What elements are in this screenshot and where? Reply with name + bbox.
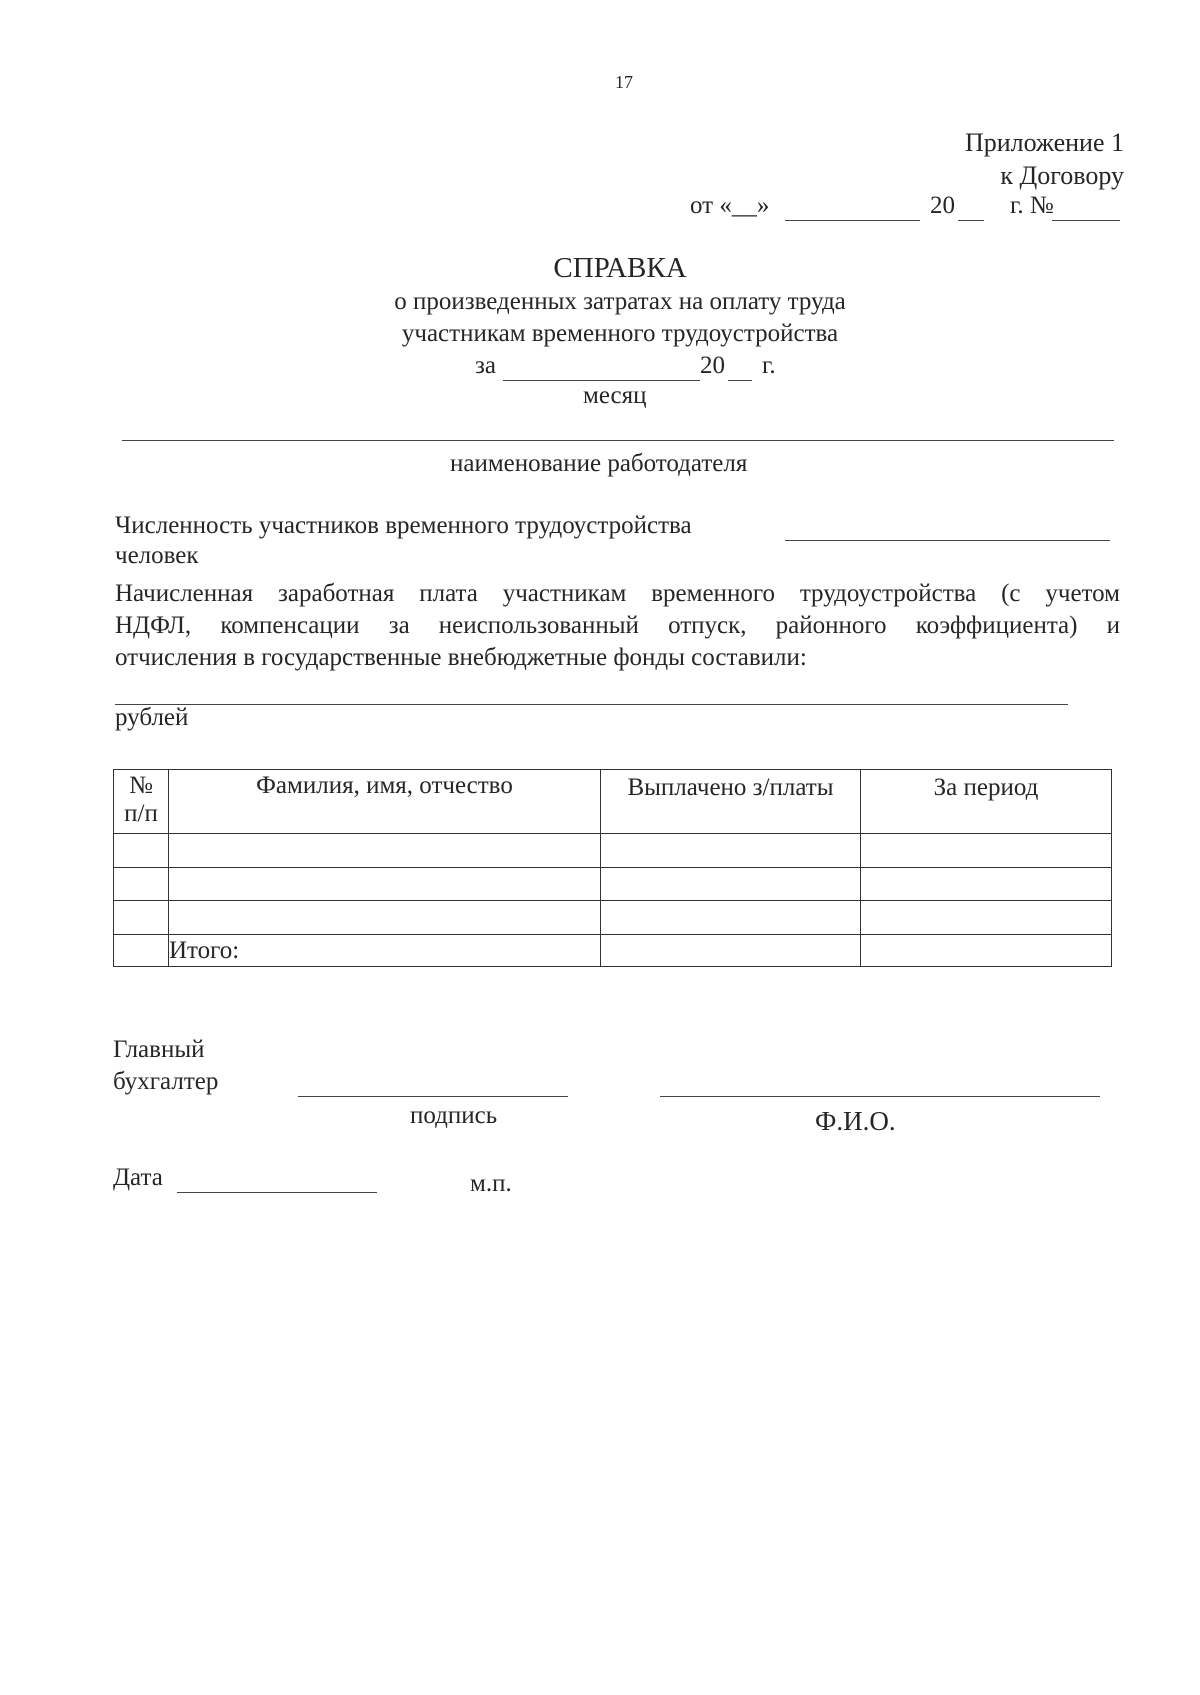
- table-cell: [169, 834, 601, 868]
- title-line-2: участникам временного трудоустройства: [401, 320, 839, 347]
- contract-label: к Договору: [1000, 161, 1124, 190]
- total-label: Итого:: [169, 936, 240, 964]
- table-row: [114, 868, 1112, 901]
- title-line-1: о произведенных затратах на оплату труда: [394, 288, 846, 315]
- contract-number-prefix: г. №: [1010, 192, 1054, 219]
- header-period-cell: [861, 770, 1112, 834]
- table-cell: [114, 901, 169, 935]
- table-cell: [861, 901, 1112, 935]
- table-cell: [114, 868, 169, 901]
- fio-caption: Ф.И.О.: [815, 1106, 896, 1136]
- header-paid-cell: [601, 770, 861, 834]
- header-name-label: Фамилия, имя, отчество: [256, 772, 513, 799]
- salary-text-line-1: Начисленная заработная плата участникам временного трудоустройства (с учетом: [115, 580, 1120, 607]
- table-header-row: [114, 770, 1112, 834]
- employer-name-line: [122, 440, 1114, 441]
- signature-caption: подпись: [410, 1102, 498, 1129]
- contract-year-blank: [958, 220, 984, 221]
- date-blank: [177, 1192, 377, 1193]
- participants-count-blank: [785, 540, 1110, 541]
- page-number: 17: [615, 72, 633, 92]
- stamp-place-label: м.п.: [470, 1170, 512, 1197]
- signer-role-line-1: Главный: [113, 1036, 205, 1063]
- table-cell: [861, 868, 1112, 901]
- total-label-cell: [169, 935, 601, 967]
- salary-text-line-3: отчисления в государственные внебюджетные фонды составили:: [115, 644, 807, 671]
- table-cell: [601, 901, 861, 935]
- period-month-blank: [503, 380, 700, 381]
- table-row: [114, 834, 1112, 868]
- table-cell: [114, 935, 169, 967]
- table-cell: [114, 834, 169, 868]
- participants-count-label: Численность участников временного трудоустройства: [115, 512, 692, 539]
- month-caption: месяц: [583, 382, 647, 409]
- signer-role-line-2: бухгалтер: [113, 1068, 219, 1095]
- payroll-table: [113, 769, 1112, 967]
- salary-text-line-2: НДФЛ, компенсации за неиспользованный отпуск, районного коэффициента) и: [115, 612, 1120, 639]
- table-cell: [169, 868, 601, 901]
- document-title: СПРАВКА: [553, 252, 687, 284]
- salary-amount-blank: [115, 704, 1068, 705]
- signature-blank: [298, 1096, 568, 1097]
- table-cell: [169, 901, 601, 935]
- period-year-suffix: г.: [762, 352, 776, 379]
- fio-blank: [660, 1096, 1100, 1097]
- contract-month-blank: [785, 220, 920, 221]
- employer-caption: наименование работодателя: [450, 450, 748, 477]
- period-prefix: за: [475, 352, 496, 379]
- header-num-abbr: п/п: [124, 800, 158, 827]
- contract-year-prefix: 20: [930, 192, 955, 219]
- participants-count-unit: человек: [115, 542, 199, 569]
- table-total-row: [114, 935, 1112, 967]
- table-cell: [861, 834, 1112, 868]
- table-cell: [861, 935, 1112, 967]
- period-year-blank: [728, 380, 752, 381]
- contract-date-prefix: от «__»: [690, 192, 770, 219]
- table-cell: [601, 935, 861, 967]
- header-num-cell: [114, 770, 169, 834]
- header-period-label: За период: [933, 774, 1039, 801]
- table-row: [114, 901, 1112, 935]
- header-name-cell: [169, 770, 601, 834]
- table-cell: [601, 868, 861, 901]
- rubles-label: рублей: [115, 704, 189, 731]
- header-paid-label: Выплачено з/платы: [627, 774, 834, 801]
- contract-number-blank: [1052, 220, 1120, 221]
- period-year-prefix: 20: [700, 352, 725, 379]
- table-cell: [601, 834, 861, 868]
- header-num-symbol: №: [129, 772, 153, 799]
- date-label: Дата: [113, 1164, 163, 1191]
- appendix-label: Приложение 1: [964, 128, 1124, 157]
